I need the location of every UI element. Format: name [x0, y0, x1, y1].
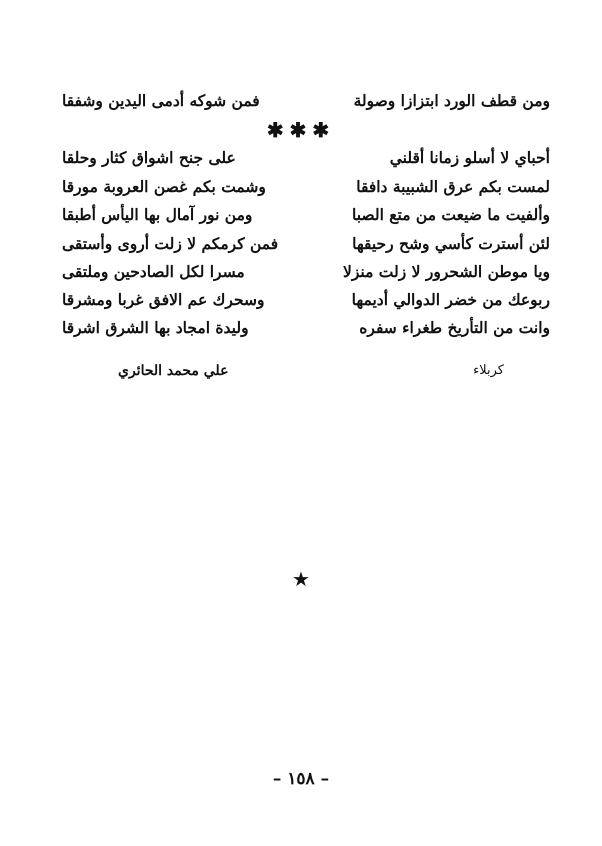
verse-first-hemistich: لئن أسترت كأسي وشح رحيقها [352, 234, 550, 253]
place-name: كربلاء [473, 363, 504, 378]
verse-second-hemistich: وشمت بكم غصن العروبة مورقا [62, 177, 266, 196]
verse-second-hemistich: فمن شوكه أدمى اليدين وشفقا [62, 91, 260, 110]
verse-second-hemistich: وليدة امجاد بها الشرق اشرقا [62, 318, 249, 337]
verse-second-hemistich: فمن كرمكم لا زلت أروى وأستقى [62, 234, 279, 253]
verse-3 [62, 200, 550, 230]
page-number: – ١٥٨ – [272, 769, 330, 789]
verse-first-hemistich: لمست بكم عرق الشبيبة دافقا [356, 177, 550, 196]
verse-1 [62, 143, 550, 173]
verse-2 [62, 172, 550, 202]
star-icon: ★ [292, 567, 310, 591]
verse-6 [62, 285, 550, 315]
verse-first-hemistich: ويا موطن الشحرور لا زلت منزلا [343, 262, 550, 281]
verse-first-hemistich: ومن قطف الورد ابتزازا وصولة [353, 91, 550, 110]
verse-first-hemistich: ربوعك من خضر الدوالي أديمها [351, 290, 550, 309]
verse-5 [62, 257, 550, 287]
verse-second-hemistich: على جنح اشواق كثار وحلقا [62, 148, 236, 167]
verse-second-hemistich: مسرا لكل الصادحين وملتقى [62, 262, 245, 281]
verse-second-hemistich: ومن نور آمال بها اليأس أطبقا [62, 205, 253, 224]
author-name: علي محمد الحائري [118, 363, 229, 379]
verse-second-hemistich: وسحرك عم الافق غربا ومشرقا [62, 290, 265, 309]
opening-verse [62, 86, 550, 116]
verse-first-hemistich: أحباي لا أسلو زمانا أقلني [389, 148, 550, 167]
verse-first-hemistich: وانت من التأريخ طغراء سفره [359, 318, 550, 337]
verse-7 [62, 313, 550, 343]
verse-first-hemistich: وألفيت ما ضيعت من متع الصبا [352, 205, 550, 224]
verse-4 [62, 229, 550, 259]
section-divider-asterisks: ✱✱✱ [266, 118, 336, 142]
